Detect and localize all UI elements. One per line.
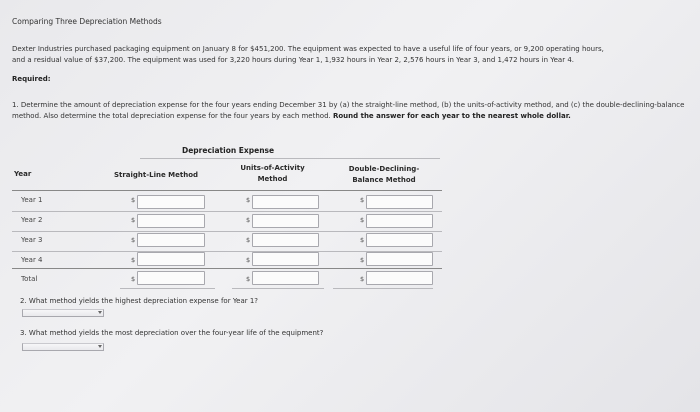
header-bottom-rule bbox=[12, 190, 442, 191]
dollar-sign: $ bbox=[360, 256, 365, 264]
question-3-text: 3. What method yields the most depreciation over the four-year life of the equipment? bbox=[20, 329, 324, 337]
col-header-double-declining bbox=[334, 164, 434, 186]
intro-line-2: and a residual value of $37,200. The equipment was used for 3,220 hours during Year 1, 1,932 hours in Year 2, 2,576 hours in Year 3, and 1,472 hours in Year 4. bbox=[12, 56, 575, 64]
units-of-activity-year-1-input[interactable] bbox=[252, 195, 319, 209]
col-header-units-line1: Units-of-Activity bbox=[240, 164, 305, 172]
question-1-rounding-note: Round the answer for each year to the nearest whole dollar. bbox=[332, 112, 571, 120]
total-top-rule bbox=[12, 268, 442, 269]
row-label-year-4: Year 4 bbox=[21, 256, 43, 264]
question-2-dropdown[interactable] bbox=[22, 309, 104, 317]
row-label-year-3: Year 3 bbox=[21, 236, 43, 244]
units-of-activity-year-2-input[interactable] bbox=[252, 214, 319, 228]
dollar-sign: $ bbox=[131, 275, 136, 283]
col-header-units-of-activity bbox=[225, 163, 320, 185]
question-2-text: 2. What method yields the highest depreciation expense for Year 1? bbox=[20, 297, 259, 305]
col-header-ddb-line2: Balance Method bbox=[352, 176, 416, 184]
question-3-dropdown[interactable] bbox=[22, 343, 104, 351]
required-label: Required: bbox=[12, 75, 51, 83]
dollar-sign: $ bbox=[131, 196, 136, 204]
dollar-sign: $ bbox=[360, 216, 365, 224]
col-header-straight-line: Straight-Line Method bbox=[113, 171, 199, 179]
straight-line-year-4-input[interactable] bbox=[137, 252, 205, 266]
dollar-sign: $ bbox=[131, 256, 136, 264]
dollar-sign: $ bbox=[360, 236, 365, 244]
ddb-year-3-input[interactable] bbox=[366, 233, 433, 247]
dollar-sign: $ bbox=[131, 216, 136, 224]
chevron-down-icon bbox=[98, 311, 102, 314]
page-title: Comparing Three Depreciation Methods bbox=[12, 17, 162, 26]
row-label-total: Total bbox=[21, 275, 38, 283]
dollar-sign: $ bbox=[246, 256, 251, 264]
ddb-year-4-input[interactable] bbox=[366, 252, 433, 266]
straight-line-year-2-input[interactable] bbox=[137, 214, 205, 228]
dollar-sign: $ bbox=[246, 236, 251, 244]
problem-intro bbox=[12, 44, 688, 66]
ddb-total-input[interactable] bbox=[366, 271, 433, 285]
question-1 bbox=[12, 100, 688, 122]
depreciation-expense-header: Depreciation Expense bbox=[182, 146, 275, 155]
group-header-rule bbox=[140, 158, 440, 159]
dollar-sign: $ bbox=[360, 275, 365, 283]
row-label-year-2: Year 2 bbox=[21, 216, 43, 224]
ddb-year-2-input[interactable] bbox=[366, 214, 433, 228]
row-rule-2 bbox=[12, 231, 442, 232]
ddb-year-1-input[interactable] bbox=[366, 195, 433, 209]
units-of-activity-year-3-input[interactable] bbox=[252, 233, 319, 247]
dollar-sign: $ bbox=[246, 275, 251, 283]
dollar-sign: $ bbox=[246, 196, 251, 204]
chevron-down-icon bbox=[98, 345, 102, 348]
col-header-ddb-line1: Double-Declining- bbox=[348, 165, 420, 173]
total-underline-units bbox=[232, 288, 324, 289]
total-underline-straight bbox=[120, 288, 215, 289]
dollar-sign: $ bbox=[131, 236, 136, 244]
dollar-sign: $ bbox=[360, 196, 365, 204]
total-underline-ddb bbox=[333, 288, 433, 289]
question-1-text: 1. Determine the amount of depreciation expense for the four years ending December 31 by (a) the straight-line method, (b) the units-of-activity method, and (c) the double-declining-balance method. Also determine the total depreciation expense for the four years by each method. bbox=[12, 101, 685, 120]
row-rule-1 bbox=[12, 211, 442, 212]
units-of-activity-year-4-input[interactable] bbox=[252, 252, 319, 266]
row-label-year-1: Year 1 bbox=[21, 196, 43, 204]
intro-line-1: Dexter Industries purchased packaging equipment on January 8 for $451,200. The equipment was expected to have a useful life of four years, or 9,200 operating hours, bbox=[12, 45, 604, 53]
dollar-sign: $ bbox=[246, 216, 251, 224]
straight-line-total-input[interactable] bbox=[137, 271, 205, 285]
units-of-activity-total-input[interactable] bbox=[252, 271, 319, 285]
straight-line-year-3-input[interactable] bbox=[137, 233, 205, 247]
col-header-year: Year bbox=[14, 170, 32, 178]
straight-line-year-1-input[interactable] bbox=[137, 195, 205, 209]
col-header-units-line2: Method bbox=[257, 175, 288, 183]
